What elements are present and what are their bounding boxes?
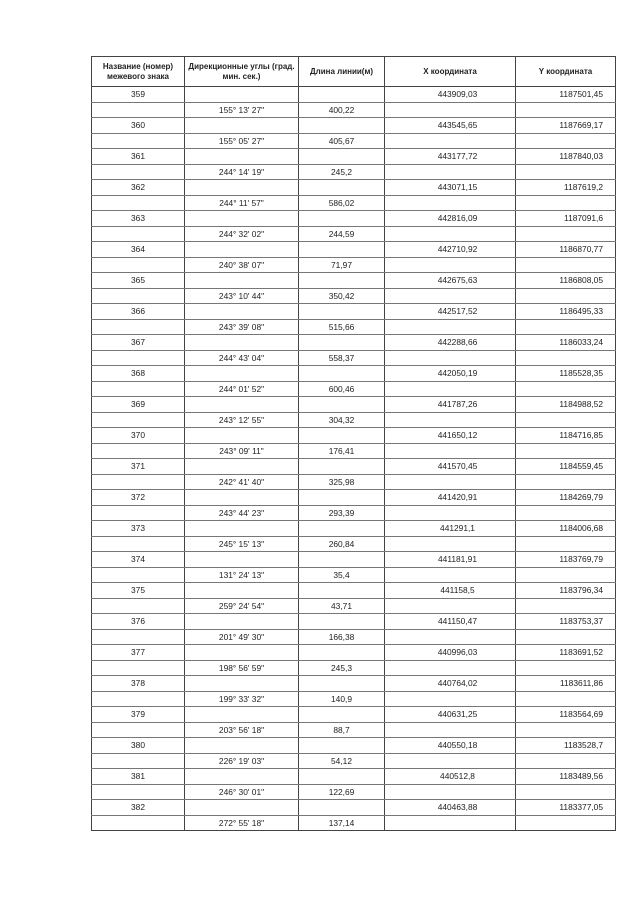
table-row — [92, 505, 616, 521]
y-coordinate-cell: 1187501,45 — [516, 87, 616, 103]
line-length-cell — [299, 273, 385, 289]
x-coordinate-cell — [385, 257, 516, 273]
marker-name-cell — [92, 536, 185, 552]
table-row — [92, 87, 616, 103]
marker-name-cell: 381 — [92, 769, 185, 785]
table-row — [92, 288, 616, 304]
x-coordinate-cell: 441570,45 — [385, 459, 516, 475]
marker-name-cell: 375 — [92, 583, 185, 599]
direction-angle-cell: 243° 12' 55" — [185, 412, 299, 428]
direction-angle-cell — [185, 707, 299, 723]
x-coordinate-cell — [385, 474, 516, 490]
table-row — [92, 474, 616, 490]
x-coordinate-cell — [385, 722, 516, 738]
marker-name-cell: 366 — [92, 304, 185, 320]
line-length-cell: 400,22 — [299, 102, 385, 118]
marker-name-cell: 360 — [92, 118, 185, 134]
y-coordinate-cell: 1186495,33 — [516, 304, 616, 320]
line-length-cell: 600,46 — [299, 381, 385, 397]
table-row — [92, 257, 616, 273]
direction-angle-cell — [185, 118, 299, 134]
line-length-cell — [299, 490, 385, 506]
table-row — [92, 645, 616, 661]
x-coordinate-cell — [385, 660, 516, 676]
marker-name-cell — [92, 226, 185, 242]
y-coordinate-cell: 1184988,52 — [516, 397, 616, 413]
y-coordinate-cell — [516, 102, 616, 118]
x-coordinate-cell: 442050,19 — [385, 366, 516, 382]
marker-name-cell: 371 — [92, 459, 185, 475]
y-coordinate-cell: 1183753,37 — [516, 614, 616, 630]
marker-name-cell: 376 — [92, 614, 185, 630]
table-row — [92, 335, 616, 351]
marker-name-cell — [92, 722, 185, 738]
marker-name-cell — [92, 102, 185, 118]
x-coordinate-cell: 441291,1 — [385, 521, 516, 537]
line-length-cell: 515,66 — [299, 319, 385, 335]
direction-angle-cell — [185, 211, 299, 227]
line-length-cell: 260,84 — [299, 536, 385, 552]
y-coordinate-cell — [516, 288, 616, 304]
y-coordinate-cell — [516, 815, 616, 831]
marker-name-cell — [92, 133, 185, 149]
y-coordinate-cell: 1183564,69 — [516, 707, 616, 723]
direction-angle-cell: 155° 13' 27" — [185, 102, 299, 118]
boundary-coordinates-table — [91, 56, 616, 831]
y-coordinate-cell — [516, 164, 616, 180]
table-row — [92, 102, 616, 118]
table-row — [92, 614, 616, 630]
x-coordinate-cell: 441420,91 — [385, 490, 516, 506]
y-coordinate-cell — [516, 660, 616, 676]
line-length-cell — [299, 521, 385, 537]
header-line-length: Длина линии(м) — [299, 57, 385, 87]
marker-name-cell — [92, 660, 185, 676]
marker-name-cell — [92, 350, 185, 366]
x-coordinate-cell — [385, 505, 516, 521]
table-row — [92, 552, 616, 568]
marker-name-cell: 377 — [92, 645, 185, 661]
x-coordinate-cell: 442675,63 — [385, 273, 516, 289]
x-coordinate-cell — [385, 815, 516, 831]
marker-name-cell: 362 — [92, 180, 185, 196]
y-coordinate-cell — [516, 753, 616, 769]
marker-name-cell: 372 — [92, 490, 185, 506]
table-row — [92, 226, 616, 242]
y-coordinate-cell: 1183796,34 — [516, 583, 616, 599]
direction-angle-cell: 245° 15' 13" — [185, 536, 299, 552]
line-length-cell — [299, 335, 385, 351]
marker-name-cell — [92, 598, 185, 614]
line-length-cell: 325,98 — [299, 474, 385, 490]
direction-angle-cell: 244° 32' 02" — [185, 226, 299, 242]
marker-name-cell — [92, 257, 185, 273]
table-header-row — [92, 57, 616, 87]
marker-name-cell — [92, 753, 185, 769]
line-length-cell: 140,9 — [299, 691, 385, 707]
direction-angle-cell: 203° 56' 18" — [185, 722, 299, 738]
direction-angle-cell — [185, 769, 299, 785]
y-coordinate-cell — [516, 319, 616, 335]
marker-name-cell: 378 — [92, 676, 185, 692]
x-coordinate-cell — [385, 164, 516, 180]
x-coordinate-cell — [385, 195, 516, 211]
line-length-cell: 71,97 — [299, 257, 385, 273]
y-coordinate-cell: 1183691,52 — [516, 645, 616, 661]
x-coordinate-cell: 443177,72 — [385, 149, 516, 165]
y-coordinate-cell: 1186808,05 — [516, 273, 616, 289]
direction-angle-cell: 226° 19' 03" — [185, 753, 299, 769]
direction-angle-cell — [185, 304, 299, 320]
marker-name-cell — [92, 412, 185, 428]
y-coordinate-cell — [516, 598, 616, 614]
y-coordinate-cell: 1187619,2 — [516, 180, 616, 196]
y-coordinate-cell: 1184716,85 — [516, 428, 616, 444]
x-coordinate-cell: 440996,03 — [385, 645, 516, 661]
direction-angle-cell: 199° 33' 32" — [185, 691, 299, 707]
x-coordinate-cell — [385, 691, 516, 707]
line-length-cell — [299, 397, 385, 413]
line-length-cell: 35,4 — [299, 567, 385, 583]
line-length-cell: 88,7 — [299, 722, 385, 738]
direction-angle-cell — [185, 87, 299, 103]
coordinates-sheet — [91, 56, 615, 831]
table-row — [92, 412, 616, 428]
line-length-cell: 137,14 — [299, 815, 385, 831]
direction-angle-cell — [185, 738, 299, 754]
marker-name-cell — [92, 443, 185, 459]
marker-name-cell: 367 — [92, 335, 185, 351]
marker-name-cell: 382 — [92, 800, 185, 816]
y-coordinate-cell: 1186033,24 — [516, 335, 616, 351]
line-length-cell — [299, 304, 385, 320]
direction-angle-cell — [185, 335, 299, 351]
y-coordinate-cell: 1184269,79 — [516, 490, 616, 506]
y-coordinate-cell — [516, 226, 616, 242]
direction-angle-cell — [185, 149, 299, 165]
direction-angle-cell — [185, 242, 299, 258]
x-coordinate-cell — [385, 102, 516, 118]
line-length-cell: 293,39 — [299, 505, 385, 521]
x-coordinate-cell — [385, 443, 516, 459]
table-row — [92, 722, 616, 738]
marker-name-cell: 370 — [92, 428, 185, 444]
table-row — [92, 273, 616, 289]
line-length-cell: 245,2 — [299, 164, 385, 180]
x-coordinate-cell: 443545,65 — [385, 118, 516, 134]
header-y-coordinate: Y координата — [516, 57, 616, 87]
y-coordinate-cell — [516, 195, 616, 211]
x-coordinate-cell: 440512,8 — [385, 769, 516, 785]
y-coordinate-cell: 1184559,45 — [516, 459, 616, 475]
line-length-cell: 54,12 — [299, 753, 385, 769]
line-length-cell — [299, 149, 385, 165]
direction-angle-cell: 246° 30' 01" — [185, 784, 299, 800]
y-coordinate-cell: 1186870,77 — [516, 242, 616, 258]
marker-name-cell — [92, 474, 185, 490]
direction-angle-cell: 155° 05' 27" — [185, 133, 299, 149]
table-row — [92, 180, 616, 196]
table-row — [92, 304, 616, 320]
x-coordinate-cell — [385, 567, 516, 583]
x-coordinate-cell — [385, 629, 516, 645]
direction-angle-cell: 242° 41' 40" — [185, 474, 299, 490]
marker-name-cell: 379 — [92, 707, 185, 723]
table-row — [92, 242, 616, 258]
x-coordinate-cell — [385, 381, 516, 397]
line-length-cell — [299, 676, 385, 692]
direction-angle-cell — [185, 800, 299, 816]
table-row — [92, 366, 616, 382]
x-coordinate-cell — [385, 350, 516, 366]
line-length-cell — [299, 211, 385, 227]
y-coordinate-cell: 1183769,79 — [516, 552, 616, 568]
y-coordinate-cell — [516, 443, 616, 459]
marker-name-cell: 363 — [92, 211, 185, 227]
y-coordinate-cell — [516, 474, 616, 490]
x-coordinate-cell — [385, 784, 516, 800]
line-length-cell — [299, 707, 385, 723]
table-row — [92, 149, 616, 165]
line-length-cell: 405,67 — [299, 133, 385, 149]
x-coordinate-cell: 441181,91 — [385, 552, 516, 568]
direction-angle-cell: 243° 10' 44" — [185, 288, 299, 304]
y-coordinate-cell: 1183377,05 — [516, 800, 616, 816]
table-row — [92, 195, 616, 211]
line-length-cell — [299, 366, 385, 382]
y-coordinate-cell: 1183528,7 — [516, 738, 616, 754]
line-length-cell — [299, 583, 385, 599]
direction-angle-cell — [185, 428, 299, 444]
y-coordinate-cell: 1183489,56 — [516, 769, 616, 785]
table-row — [92, 133, 616, 149]
y-coordinate-cell: 1183611,86 — [516, 676, 616, 692]
table-body — [92, 87, 616, 831]
table-row — [92, 350, 616, 366]
table-row — [92, 428, 616, 444]
table-row — [92, 118, 616, 134]
table-row — [92, 583, 616, 599]
direction-angle-cell: 240° 38' 07" — [185, 257, 299, 273]
x-coordinate-cell: 440550,18 — [385, 738, 516, 754]
x-coordinate-cell: 442816,09 — [385, 211, 516, 227]
direction-angle-cell — [185, 583, 299, 599]
x-coordinate-cell — [385, 319, 516, 335]
marker-name-cell: 374 — [92, 552, 185, 568]
y-coordinate-cell — [516, 784, 616, 800]
direction-angle-cell — [185, 180, 299, 196]
x-coordinate-cell — [385, 412, 516, 428]
line-length-cell — [299, 738, 385, 754]
line-length-cell — [299, 180, 385, 196]
line-length-cell — [299, 614, 385, 630]
table-row — [92, 691, 616, 707]
direction-angle-cell — [185, 459, 299, 475]
table-row — [92, 815, 616, 831]
x-coordinate-cell: 440463,88 — [385, 800, 516, 816]
line-length-cell: 304,32 — [299, 412, 385, 428]
direction-angle-cell — [185, 645, 299, 661]
x-coordinate-cell: 441650,12 — [385, 428, 516, 444]
marker-name-cell — [92, 567, 185, 583]
line-length-cell: 176,41 — [299, 443, 385, 459]
y-coordinate-cell — [516, 536, 616, 552]
marker-name-cell — [92, 195, 185, 211]
header-marker-name: Название (номер) межевого знака — [92, 57, 185, 87]
line-length-cell — [299, 459, 385, 475]
x-coordinate-cell: 442288,66 — [385, 335, 516, 351]
marker-name-cell — [92, 505, 185, 521]
marker-name-cell — [92, 691, 185, 707]
x-coordinate-cell: 443909,03 — [385, 87, 516, 103]
y-coordinate-cell — [516, 133, 616, 149]
marker-name-cell: 369 — [92, 397, 185, 413]
marker-name-cell: 359 — [92, 87, 185, 103]
y-coordinate-cell — [516, 381, 616, 397]
table-row — [92, 660, 616, 676]
line-length-cell — [299, 552, 385, 568]
direction-angle-cell — [185, 366, 299, 382]
x-coordinate-cell: 440764,02 — [385, 676, 516, 692]
table-row — [92, 676, 616, 692]
table-row — [92, 381, 616, 397]
table-row — [92, 211, 616, 227]
x-coordinate-cell: 442710,92 — [385, 242, 516, 258]
x-coordinate-cell — [385, 598, 516, 614]
line-length-cell: 166,38 — [299, 629, 385, 645]
direction-angle-cell — [185, 614, 299, 630]
x-coordinate-cell: 441158,5 — [385, 583, 516, 599]
direction-angle-cell: 198° 56' 59" — [185, 660, 299, 676]
table-row — [92, 443, 616, 459]
direction-angle-cell: 244° 11' 57" — [185, 195, 299, 211]
line-length-cell — [299, 118, 385, 134]
y-coordinate-cell — [516, 257, 616, 273]
line-length-cell: 43,71 — [299, 598, 385, 614]
x-coordinate-cell — [385, 753, 516, 769]
direction-angle-cell: 243° 39' 08" — [185, 319, 299, 335]
marker-name-cell: 368 — [92, 366, 185, 382]
x-coordinate-cell — [385, 133, 516, 149]
direction-angle-cell — [185, 273, 299, 289]
marker-name-cell — [92, 288, 185, 304]
line-length-cell — [299, 645, 385, 661]
y-coordinate-cell — [516, 629, 616, 645]
line-length-cell: 586,02 — [299, 195, 385, 211]
table-row — [92, 521, 616, 537]
direction-angle-cell: 259° 24' 54" — [185, 598, 299, 614]
x-coordinate-cell — [385, 288, 516, 304]
direction-angle-cell: 243° 44' 23" — [185, 505, 299, 521]
table-row — [92, 164, 616, 180]
table-row — [92, 738, 616, 754]
line-length-cell: 245,3 — [299, 660, 385, 676]
table-row — [92, 567, 616, 583]
direction-angle-cell: 244° 01' 52" — [185, 381, 299, 397]
table-row — [92, 397, 616, 413]
y-coordinate-cell — [516, 505, 616, 521]
y-coordinate-cell: 1185528,35 — [516, 366, 616, 382]
marker-name-cell — [92, 784, 185, 800]
y-coordinate-cell — [516, 412, 616, 428]
y-coordinate-cell: 1184006,68 — [516, 521, 616, 537]
table-row — [92, 319, 616, 335]
x-coordinate-cell: 441150,47 — [385, 614, 516, 630]
marker-name-cell: 365 — [92, 273, 185, 289]
line-length-cell — [299, 242, 385, 258]
direction-angle-cell — [185, 521, 299, 537]
table-row — [92, 784, 616, 800]
direction-angle-cell: 244° 43' 04" — [185, 350, 299, 366]
y-coordinate-cell — [516, 691, 616, 707]
x-coordinate-cell: 441787,26 — [385, 397, 516, 413]
line-length-cell: 122,69 — [299, 784, 385, 800]
header-x-coordinate: X координата — [385, 57, 516, 87]
table-row — [92, 459, 616, 475]
line-length-cell — [299, 428, 385, 444]
y-coordinate-cell: 1187091,6 — [516, 211, 616, 227]
x-coordinate-cell: 443071,15 — [385, 180, 516, 196]
x-coordinate-cell — [385, 226, 516, 242]
line-length-cell — [299, 800, 385, 816]
direction-angle-cell — [185, 552, 299, 568]
direction-angle-cell — [185, 676, 299, 692]
direction-angle-cell — [185, 490, 299, 506]
y-coordinate-cell: 1187669,17 — [516, 118, 616, 134]
marker-name-cell — [92, 381, 185, 397]
y-coordinate-cell — [516, 350, 616, 366]
direction-angle-cell: 244° 14' 19" — [185, 164, 299, 180]
line-length-cell — [299, 87, 385, 103]
table-row — [92, 598, 616, 614]
marker-name-cell: 364 — [92, 242, 185, 258]
marker-name-cell — [92, 815, 185, 831]
table-row — [92, 536, 616, 552]
x-coordinate-cell: 440631,25 — [385, 707, 516, 723]
y-coordinate-cell — [516, 722, 616, 738]
marker-name-cell: 373 — [92, 521, 185, 537]
y-coordinate-cell — [516, 567, 616, 583]
line-length-cell: 558,37 — [299, 350, 385, 366]
table-row — [92, 629, 616, 645]
x-coordinate-cell: 442517,52 — [385, 304, 516, 320]
direction-angle-cell: 272° 55' 18" — [185, 815, 299, 831]
marker-name-cell: 361 — [92, 149, 185, 165]
marker-name-cell — [92, 629, 185, 645]
marker-name-cell — [92, 164, 185, 180]
table-row — [92, 800, 616, 816]
x-coordinate-cell — [385, 536, 516, 552]
y-coordinate-cell: 1187840,03 — [516, 149, 616, 165]
direction-angle-cell: 131° 24' 13" — [185, 567, 299, 583]
table-row — [92, 707, 616, 723]
line-length-cell: 244,59 — [299, 226, 385, 242]
table-row — [92, 490, 616, 506]
direction-angle-cell — [185, 397, 299, 413]
line-length-cell: 350,42 — [299, 288, 385, 304]
direction-angle-cell: 243° 09' 11" — [185, 443, 299, 459]
marker-name-cell: 380 — [92, 738, 185, 754]
header-direction-angle: Дирекционные углы (град. мин. сек.) — [185, 57, 299, 87]
line-length-cell — [299, 769, 385, 785]
direction-angle-cell: 201° 49' 30" — [185, 629, 299, 645]
table-row — [92, 753, 616, 769]
marker-name-cell — [92, 319, 185, 335]
table-row — [92, 769, 616, 785]
